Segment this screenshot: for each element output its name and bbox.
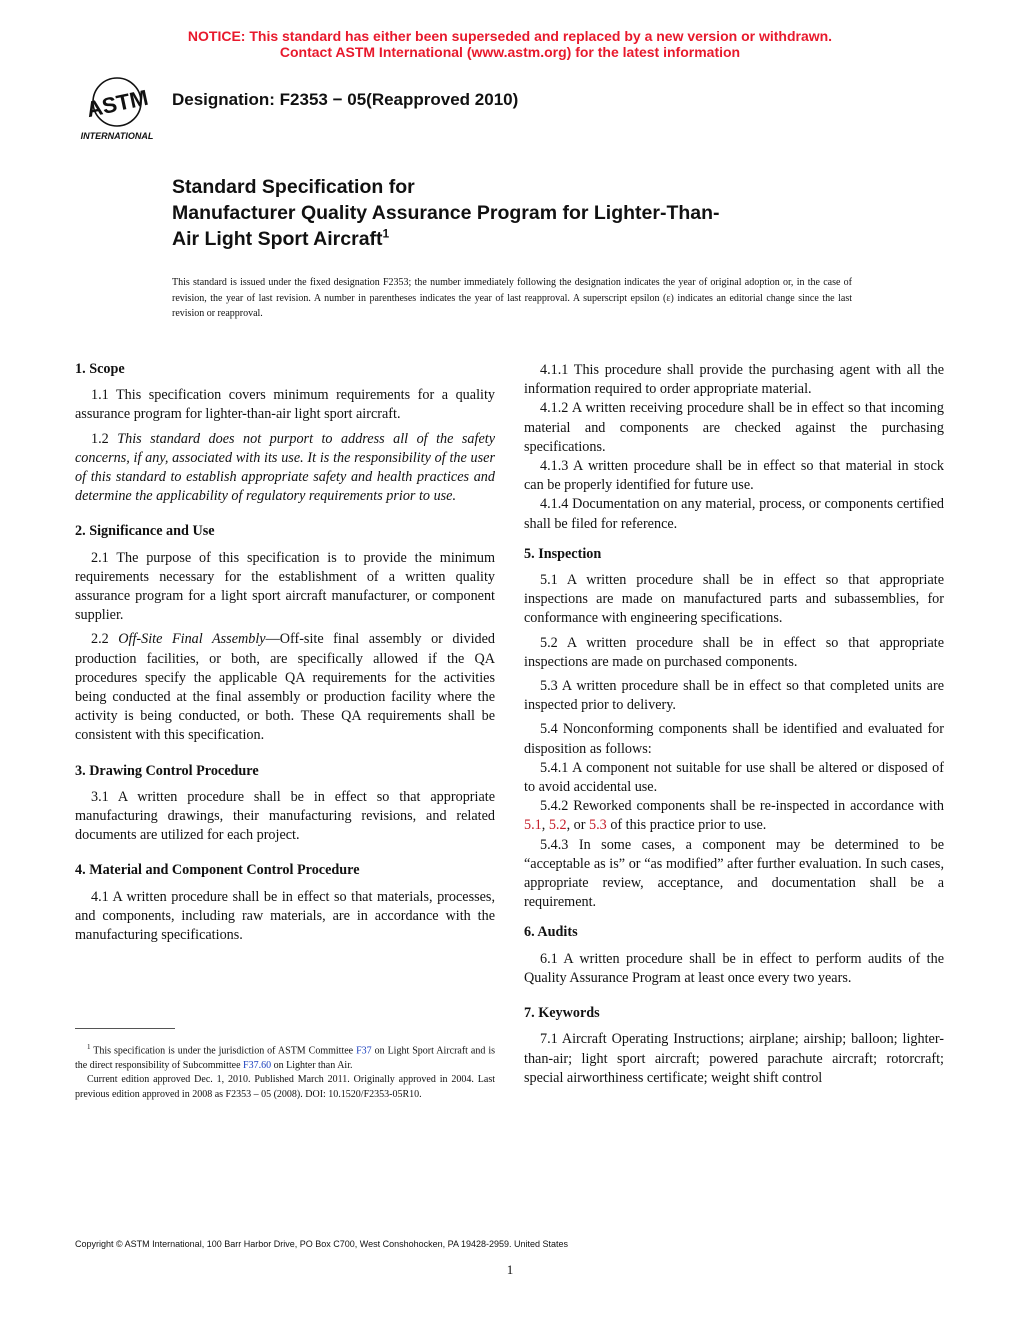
- section-6-heading: 6. Audits: [524, 924, 578, 941]
- para-5-4-2-text-b: ,: [541, 817, 549, 834]
- right-column: [524, 361, 944, 1093]
- para-4-1-1: 4.1.1 This procedure shall provide the purchasing agent with all the information required to order appropriate material.: [524, 362, 944, 398]
- para-1-1: 1.1 This specification covers minimum requirements for a quality assurance program for lighter-than-air light sport aircraft.: [75, 387, 495, 423]
- para-7-1: 7.1 Aircraft Operating Instructions; airplane; airship; balloon; lighter-than-air; light sport aircraft; powered parachute aircraft; rotorcraft; special airworthiness certificate; weight shift control: [524, 1031, 944, 1086]
- title-line-1: Standard Specification for: [172, 176, 415, 198]
- notice-line-1: NOTICE: This standard has either been superseded and replaced by a new version or withdrawn.: [187, 28, 833, 44]
- ref-5-1-link[interactable]: 5.1: [524, 817, 542, 834]
- footnote-1: [75, 1040, 495, 1073]
- para-1-2-text: This standard does not purport to address all of the safety concerns, if any, associated with its use. It is the responsibility of the user of this standard to establish appropriate safety and health practices and determine the applicability of regulatory requirements prior to use.: [75, 430, 495, 505]
- para-4-1: 4.1 A written procedure shall be in effect so that materials, processes, and components, including raw materials, are in accordance with the manufacturing specifications.: [75, 888, 495, 944]
- para-5-4-2-text-d: of this practice prior to use.: [606, 817, 767, 834]
- footnote-rule: [75, 1028, 175, 1029]
- title-line-2: Manufacturer Quality Assurance Program for Lighter-Than-: [172, 202, 720, 224]
- logo-letters: ASTM: [84, 84, 151, 123]
- footnote-mark: 1: [87, 1043, 91, 1051]
- title-footnote-mark: 1: [382, 226, 390, 241]
- issuance-note: This standard is issued under the fixed designation F2353; the number immediately following the designation indicates the year of original adoption or, in the case of revision, the year of last revision. A number in parentheses indicates the year of last reapproval. A superscript epsilon (ε) indicates an editorial change since the last revision or reapproval.: [172, 277, 852, 319]
- para-6-1: 6.1 A written procedure shall be in effect to perform audits of the Quality Assurance Program at least once every two years.: [524, 950, 944, 986]
- para-4-1-3: 4.1.3 A written procedure shall be in effect so that material in stock can be properly identified for future use.: [524, 458, 944, 494]
- left-column: [75, 360, 495, 950]
- para-1-2: [75, 430, 495, 507]
- para-2-2-text: —Off-site final assembly or divided production facilities, or both, are specifically allowed if the QA procedures specify the applicable QA requirements for the activities being conducted at the final assembly or production facility where the activity is being conducted, or both. These QA requirements shall be consistent with this specification.: [75, 631, 495, 744]
- para-5-4-1: 5.4.1 A component not suitable for use shall be altered or disposed of to avoid accidental use.: [524, 759, 944, 796]
- para-4-1-4: 4.1.4 Documentation on any material, process, or components certified shall be filed for reference.: [524, 496, 944, 532]
- title-line-3-text: Air Light Sport Aircraft: [172, 228, 383, 250]
- para-5-1: 5.1 A written procedure shall be in effect so that appropriate inspections are made on manufactured parts and subassemblies, for conformance with engineering specifications.: [524, 572, 944, 627]
- astm-logo: [72, 72, 162, 144]
- para-1-2-num: 1.2: [91, 430, 118, 447]
- supersession-notice: [0, 28, 1020, 60]
- logo-word: INTERNATIONAL: [80, 131, 154, 141]
- section-4-heading: 4. Material and Component Control Procedure: [75, 862, 360, 879]
- para-5-4-2-text-c: , or: [566, 817, 590, 834]
- ref-5-3-link[interactable]: 5.3: [589, 817, 607, 834]
- para-2-2-num: 2.2: [91, 631, 119, 648]
- footnotes: [75, 1040, 495, 1102]
- committee-f37-link[interactable]: F37: [356, 1045, 372, 1057]
- para-3-1: 3.1 A written procedure shall be in effect so that appropriate manufacturing drawings, their manufacturing revisions, and related documents are utilized for each project.: [75, 788, 495, 844]
- para-5-4: 5.4 Nonconforming components shall be identified and evaluated for disposition as follows:: [524, 721, 944, 757]
- para-5-2: 5.2 A written procedure shall be in effect so that appropriate inspections are made on purchased components.: [524, 634, 944, 670]
- designation: Designation: F2353 − 05(Reapproved 2010): [172, 90, 519, 109]
- section-1-heading: 1. Scope: [75, 361, 125, 377]
- subcommittee-f37-60-link[interactable]: F37.60: [243, 1059, 272, 1071]
- page-number: 1: [506, 1262, 514, 1277]
- para-5-4-3: 5.4.3 In some cases, a component may be determined to be “acceptable as is” or “as modified” after further evaluation. In such cases, appropriate review, acceptance, and documentation shall be a requirement.: [524, 836, 944, 911]
- footnote-text-c: on Lighter than Air.: [271, 1059, 353, 1071]
- para-5-4-2: [524, 797, 944, 835]
- para-2-2: [75, 630, 495, 745]
- para-5-3: 5.3 A written procedure shall be in effect so that completed units are inspected prior to delivery.: [524, 678, 944, 714]
- edition-note: Current edition approved Dec. 1, 2010. Published March 2011. Originally approved in 2004. Last previous edition approved in 2008 as F2353 – 05 (2008). DOI: 10.1520/F2353-05R10.: [75, 1074, 495, 1100]
- title-line-3: [172, 226, 892, 252]
- ref-5-2-link[interactable]: 5.2: [548, 817, 567, 834]
- para-2-1: 2.1 The purpose of this specification is to provide the minimum requirements necessary for the establishment of a written quality assurance program for a light sport aircraft manufacturer, or component supplier.: [75, 549, 495, 624]
- section-5-heading: 5. Inspection: [524, 545, 602, 562]
- section-2-heading: 2. Significance and Use: [75, 523, 215, 540]
- para-2-2-term: Off-Site Final Assembly: [118, 631, 266, 648]
- document-title: [172, 174, 892, 252]
- section-7-heading: 7. Keywords: [524, 1005, 600, 1022]
- section-3-heading: 3. Drawing Control Procedure: [75, 762, 259, 779]
- para-4-1-2: 4.1.2 A written receiving procedure shall be in effect so that incoming material and components are checked against the purchasing specifications.: [524, 400, 944, 455]
- copyright-line: Copyright © ASTM International, 100 Barr Harbor Drive, PO Box C700, West Conshohocken, PA 19428-2959. United States: [75, 1239, 569, 1249]
- notice-line-2: Contact ASTM International (www.astm.org) for the latest information: [279, 44, 741, 60]
- para-5-4-2-text-a: 5.4.2 Reworked components shall be re-inspected in accordance with: [540, 798, 944, 815]
- footnote-text-b: on Light Sport Aircraft and is the direct responsibility of Subcommittee: [75, 1045, 495, 1071]
- footnote-text-a: This specification is under the jurisdiction of ASTM Committee: [90, 1045, 357, 1057]
